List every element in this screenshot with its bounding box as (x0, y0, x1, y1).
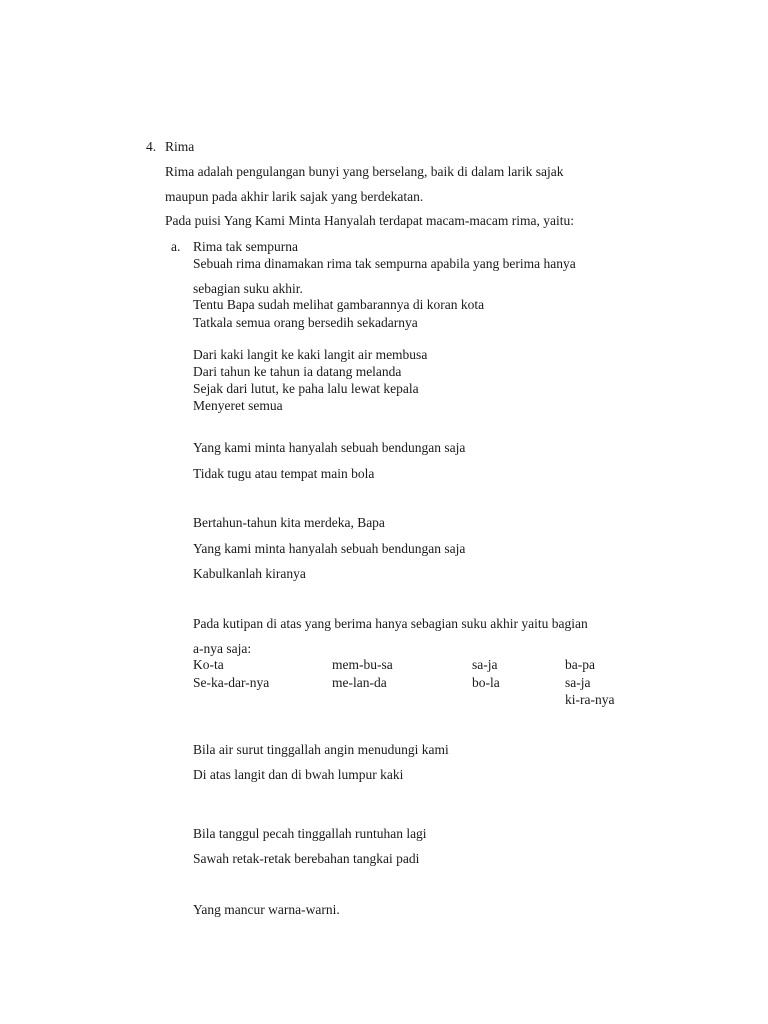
syllable-cell: Se-ka-dar-nya (193, 675, 270, 690)
explanation-line: Pada kutipan di atas yang berima hanya sebagian suku akhir yaitu bagian (193, 616, 588, 631)
intro-line: Pada puisi Yang Kami Minta Hanyalah terdapat macam-macam rima, yaitu: (165, 213, 575, 228)
syllable-cell: Ko-ta (193, 657, 224, 672)
section-title: Rima (165, 139, 195, 154)
syllable-cell: ba-pa (565, 657, 595, 672)
syllable-cell: ki-ra-nya (565, 692, 615, 707)
poem-line: Bila air surut tinggallah angin menudungi kami (193, 742, 449, 757)
poem-line: Tentu Bapa sudah melihat gambarannya di koran kota (193, 297, 485, 312)
poem-line: Sejak dari lutut, ke paha lalu lewat kepala (193, 381, 419, 396)
definition-line: Rima adalah pengulangan bunyi yang berselang, baik di dalam larik sajak (165, 164, 564, 179)
subsection-title: Rima tak sempurna (193, 239, 298, 254)
poem-line: Bertahun-tahun kita merdeka, Bapa (193, 515, 385, 530)
syllable-cell: sa-ja (565, 675, 591, 690)
poem-line: Tatkala semua orang bersedih sekadarnya (193, 315, 418, 330)
poem-line: Dari tahun ke tahun ia datang melanda (193, 364, 402, 379)
syllable-cell: mem-bu-sa (332, 657, 393, 672)
syllable-cell: bo-la (472, 675, 500, 690)
subsection-marker: a. (171, 239, 181, 254)
poem-line: Bila tanggul pecah tinggallah runtuhan lagi (193, 826, 427, 841)
poem-line: Yang kami minta hanyalah sebuah bendungan saja (193, 440, 466, 455)
explanation-line: a-nya saja: (193, 641, 252, 656)
syllable-cell: sa-ja (472, 657, 498, 672)
poem-line: Yang kami minta hanyalah sebuah bendungan saja (193, 541, 466, 556)
poem-line: Yang mancur warna-warni. (193, 902, 340, 917)
poem-line: Di atas langit dan di bwah lumpur kaki (193, 767, 404, 782)
section-number: 4. (146, 139, 157, 154)
poem-line: Menyeret semua (193, 398, 283, 413)
subsection-definition: Sebuah rima dinamakan rima tak sempurna apabila yang berima hanya (193, 256, 576, 271)
poem-line: Tidak tugu atau tempat main bola (193, 466, 375, 481)
poem-line: Sawah retak-retak berebahan tangkai padi (193, 851, 420, 866)
subsection-definition: sebagian suku akhir. (193, 281, 303, 296)
syllable-cell: me-lan-da (332, 675, 387, 690)
poem-line: Kabulkanlah kiranya (193, 566, 306, 581)
poem-line: Dari kaki langit ke kaki langit air membusa (193, 347, 428, 362)
definition-line: maupun pada akhir larik sajak yang berdekatan. (165, 189, 424, 204)
